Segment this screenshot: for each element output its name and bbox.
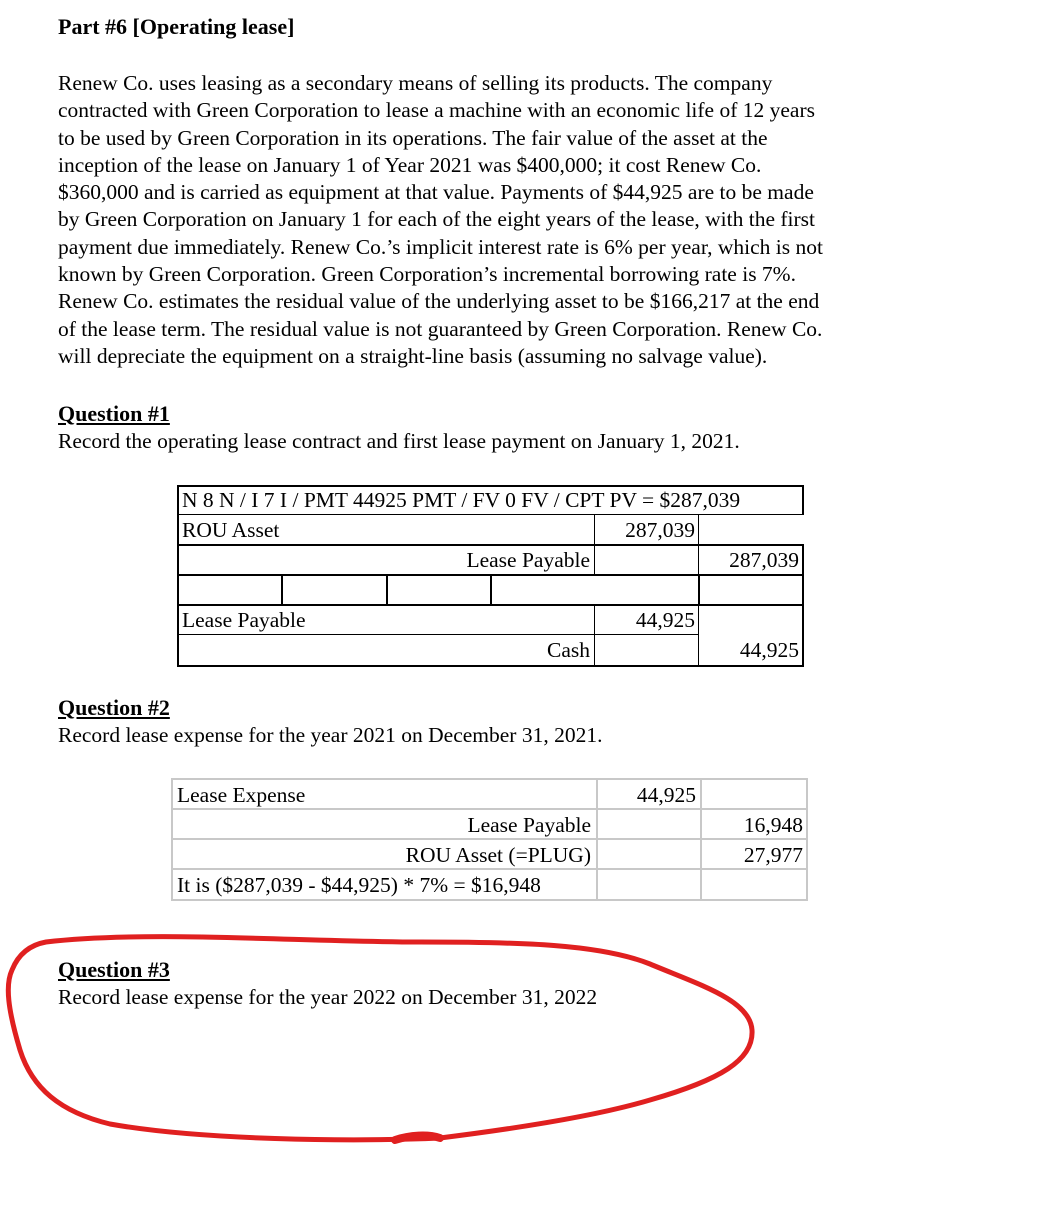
account-name: Lease Expense	[177, 783, 306, 807]
account-name: Cash	[547, 638, 590, 662]
question-2-heading: Question #2	[58, 695, 170, 720]
intro-line: of the lease term. The residual value is not guaranteed by Green Corporation. Renew Co.	[58, 316, 823, 341]
question-1-text: Record the operating lease contract and first lease payment on January 1, 2021.	[58, 429, 740, 453]
credit-amount: 44,925	[739, 638, 799, 662]
question-3-text: Record lease expense for the year 2022 on December 31, 2022	[58, 985, 598, 1009]
annotation-stroke-end	[395, 1136, 440, 1140]
part-title: Part #6 [Operating lease]	[58, 14, 295, 39]
calculator-inputs: N 8 N / I 7 I / PMT 44925 PMT / FV 0 FV / CPT PV = $287,039	[182, 488, 741, 512]
intro-line: Renew Co. uses leasing as a secondary means of selling its products. The company	[58, 71, 773, 95]
intro-line: to be used by Green Corporation in its operations. The fair value of the asset at the	[58, 125, 768, 150]
intro-line: payment due immediately. Renew Co.’s implicit interest rate is 6% per year, which is not	[58, 234, 823, 259]
intro-line: inception of the lease on January 1 of Year 2021 was $400,000; it cost Renew Co.	[58, 152, 762, 177]
intro-line: $360,000 and is carried as equipment at that value. Payments of $44,925 are to be made	[58, 180, 814, 205]
account-name: Lease Payable	[467, 813, 591, 837]
intro-line: known by Green Corporation. Green Corporation’s incremental borrowing rate is 7%.	[58, 262, 796, 287]
credit-amount: 287,039	[729, 548, 799, 572]
account-name: ROU Asset (=PLUG)	[405, 843, 591, 867]
annotation-stroke	[8, 937, 752, 1140]
intro-line: will depreciate the equipment on a straight-line basis (assuming no salvage value).	[58, 343, 768, 368]
question-2-text: Record lease expense for the year 2021 on December 31, 2021.	[58, 723, 603, 747]
intro-line: contracted with Green Corporation to lease a machine with an economic life of 12 years	[58, 98, 815, 123]
question-3-heading: Question #3	[58, 957, 170, 982]
intro-line: by Green Corporation on January 1 for each of the eight years of the lease, with the first	[58, 207, 816, 232]
intro-line: Renew Co. estimates the residual value of the underlying asset to be $166,217 at the end	[58, 289, 820, 314]
debit-amount: 44,925	[635, 608, 695, 632]
debit-amount: 287,039	[625, 518, 695, 542]
account-name: Lease Payable	[182, 608, 306, 632]
calculation-note: It is ($287,039 - $44,925) * 7% = $16,948	[177, 873, 541, 897]
account-name: Lease Payable	[466, 548, 590, 572]
question-1-heading: Question #1	[58, 401, 170, 426]
debit-amount: 44,925	[636, 783, 696, 807]
credit-amount: 16,948	[743, 813, 803, 837]
credit-amount: 27,977	[743, 843, 803, 867]
account-name: ROU Asset	[182, 518, 280, 542]
